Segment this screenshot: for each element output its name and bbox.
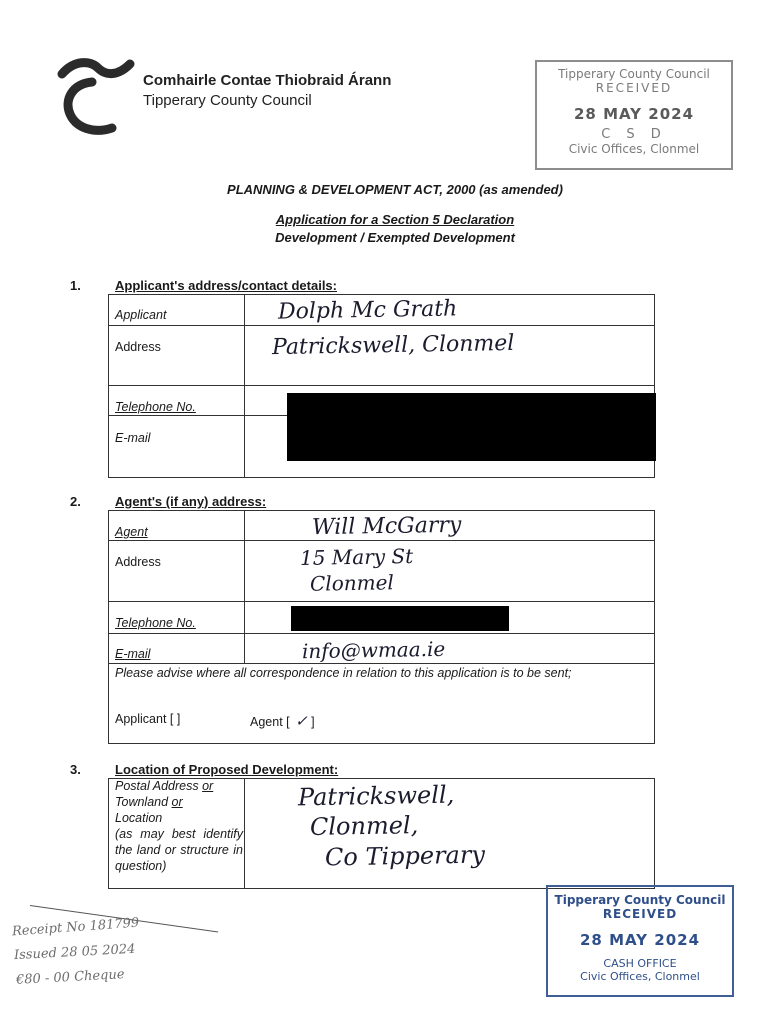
- received-stamp-csd: [535, 60, 733, 170]
- stamp-received: RECEIVED: [602, 907, 678, 921]
- agent-address-line1-handwritten: 15 Mary St: [299, 544, 414, 570]
- location-label-or: or: [202, 779, 214, 793]
- section-1-heading: Applicant's address/contact details:: [115, 278, 337, 293]
- section-1-number: 1.: [70, 278, 81, 293]
- table-divider: [108, 385, 655, 386]
- table-divider: [108, 540, 655, 541]
- application-title: Application for a Section 5 Declaration: [275, 212, 515, 227]
- table-divider: [108, 633, 655, 634]
- agent-checkbox-close: ]: [311, 715, 315, 729]
- applicant-label: Applicant: [115, 308, 167, 322]
- stamp-date: 28 MAY 2024: [573, 105, 695, 123]
- redacted-contact-block: [287, 393, 656, 461]
- section-3-number: 3.: [70, 762, 81, 777]
- location-label-location: Location: [115, 811, 163, 825]
- location-label-townland: Townland: [115, 795, 169, 809]
- stamp-council: Tipperary County Council: [554, 893, 726, 907]
- location-label-postal: Postal Address: [115, 779, 199, 793]
- org-name-english: Tipperary County Council: [143, 92, 312, 109]
- receipt-number-note: Receipt No 181799: [11, 915, 140, 940]
- location-label-or: or: [171, 795, 183, 809]
- stamp-dept: C S D: [601, 127, 667, 142]
- agent-address-line2-handwritten: Clonmel: [309, 570, 395, 596]
- applicant-checkbox[interactable]: Applicant [ ]: [115, 712, 181, 726]
- agent-checkbox-tick: ✓: [295, 712, 308, 730]
- stamp-date: 28 MAY 2024: [579, 931, 701, 949]
- agent-label: Agent: [115, 525, 148, 539]
- stamp-office: Civic Offices, Clonmel: [568, 142, 700, 156]
- section-2-heading: Agent's (if any) address:: [115, 494, 267, 509]
- agent-name-handwritten: Will McGarry: [311, 512, 462, 541]
- stamp-office: Civic Offices, Clonmel: [580, 970, 700, 983]
- stamp-dept: CASH OFFICE: [603, 957, 677, 970]
- applicant-address-handwritten: Patrickswell, Clonmel: [271, 330, 515, 361]
- location-label: [115, 778, 243, 874]
- receipt-issued-note: Issued 28 05 2024: [13, 941, 136, 964]
- received-stamp-cash-office: [546, 885, 734, 997]
- agent-telephone-label: Telephone No.: [115, 616, 196, 630]
- table-divider: [244, 778, 245, 889]
- telephone-label: Telephone No.: [115, 400, 196, 414]
- email-label: E-mail: [115, 431, 151, 445]
- location-label-hint: (as may best identify the land or structure in question): [115, 827, 243, 873]
- redacted-agent-telephone: [291, 606, 509, 631]
- location-line2-handwritten: Clonmel,: [309, 811, 419, 841]
- agent-checkbox-label: Agent [: [250, 715, 290, 729]
- section-2-number: 2.: [70, 494, 81, 509]
- location-line1-handwritten: Patrickswell,: [297, 780, 455, 812]
- agent-email-handwritten: info@wmaa.ie: [301, 636, 446, 664]
- agent-checkbox[interactable]: [250, 712, 315, 730]
- table-divider: [108, 325, 655, 326]
- table-divider: [108, 601, 655, 602]
- org-name-irish: Comhairle Contae Thiobraid Árann: [143, 72, 392, 89]
- agent-email-label: E-mail: [115, 647, 151, 661]
- section-3-heading: Location of Proposed Development:: [115, 762, 339, 777]
- council-logo-icon: [52, 52, 138, 138]
- agent-address-label: Address: [115, 555, 161, 569]
- act-title: PLANNING & DEVELOPMENT ACT, 2000 (as amended): [227, 182, 563, 197]
- address-label: Address: [115, 340, 161, 354]
- applicant-name-handwritten: Dolph Mc Grath: [277, 296, 458, 325]
- stamp-council: Tipperary County Council: [558, 67, 710, 81]
- location-line3-handwritten: Co Tipperary: [324, 840, 486, 872]
- table-divider: [244, 294, 245, 478]
- table-divider: [244, 510, 245, 663]
- application-subtitle: Development / Exempted Development: [275, 230, 515, 245]
- correspondence-instruction: Please advise where all correspondence in relation to this application is to be sent;: [115, 666, 572, 680]
- receipt-amount-note: €80 - 00 Cheque: [15, 967, 125, 988]
- table-divider: [108, 663, 655, 664]
- stamp-received: RECEIVED: [595, 81, 673, 95]
